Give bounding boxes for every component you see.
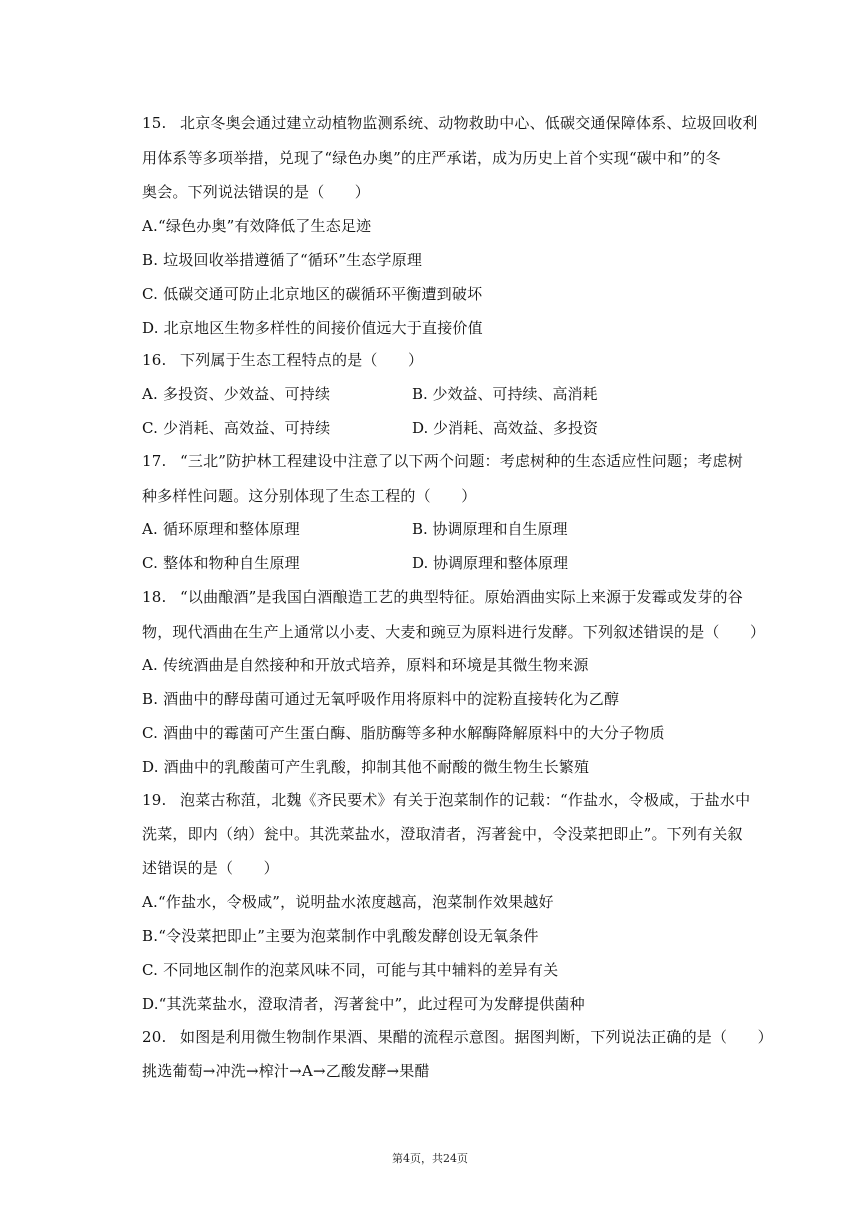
question-15-line-3: 奥会。下列说法错误的是（ ） xyxy=(142,183,371,201)
question-20-flow: 挑选葡萄→冲洗→榨汁→A→乙酸发酵→果醋 xyxy=(142,1062,430,1080)
question-number: 17. xyxy=(142,452,167,470)
question-17-option-a: A. 循环原理和整体原理 xyxy=(142,520,300,538)
question-15-option-b: B. 垃圾回收举措遵循了“循环”生态学原理 xyxy=(142,251,423,269)
question-number: 19. xyxy=(142,791,167,809)
question-19-option-b: B.“令没菜把即止”主要为泡菜制作中乳酸发酵创设无氧条件 xyxy=(142,927,539,945)
question-19-option-c: C. 不同地区制作的泡菜风味不同，可能与其中辅料的差异有关 xyxy=(142,961,559,979)
question-17-option-c: C. 整体和物种自生原理 xyxy=(142,554,300,572)
question-17-line-1: 17. “三北”防护林工程建设中注意了以下两个问题：考虑树种的生态适应性问题；考虑树 xyxy=(142,452,743,470)
question-19-line-2: 洗菜，即内（纳）瓮中。其洗菜盐水，澄取清者，泻著瓮中，令没菜把即止”。下列有关叙 xyxy=(142,825,743,843)
question-17-line-2: 种多样性问题。这分别体现了生态工程的（ ） xyxy=(142,487,477,505)
question-17-option-d: D. 协调原理和整体原理 xyxy=(412,554,569,572)
question-18-option-d: D. 酒曲中的乳酸菌可产生乳酸，抑制其他不耐酸的微生物生长繁殖 xyxy=(142,758,590,776)
question-18-option-a: A. 传统酒曲是自然接种和开放式培养，原料和环境是其微生物来源 xyxy=(142,656,589,674)
question-15-option-d: D. 北京地区生物多样性的间接价值远大于直接价值 xyxy=(142,319,483,337)
question-18-line-2: 物，现代酒曲在生产上通常以小麦、大麦和豌豆为原料进行发酵。下列叙述错误的是（ ） xyxy=(142,623,766,641)
page-footer: 第4页，共24页 xyxy=(392,1152,468,1165)
question-15-line-2: 用体系等多项举措，兑现了“绿色办奥”的庄严承诺，成为历史上首个实现“碳中和”的冬 xyxy=(142,149,721,167)
question-18-option-c: C. 酒曲中的霉菌可产生蛋白酶、脂肪酶等多种水解酶降解原料中的大分子物质 xyxy=(142,724,665,742)
question-19-line-1: 19. 泡菜古称菹，北魏《齐民要术》有关于泡菜制作的记载：“作盐水，令极咸，于盐水中 xyxy=(142,791,751,809)
question-16-option-d: D. 少消耗、高效益、多投资 xyxy=(412,419,599,437)
question-19-line-3: 述错误的是（ ） xyxy=(142,859,279,877)
question-16-option-a: A. 多投资、少效益、可持续 xyxy=(142,385,331,403)
question-16-option-b: B. 少效益、可持续、高消耗 xyxy=(412,385,598,403)
question-number: 18. xyxy=(142,588,167,606)
question-16-line-1: 16. 下列属于生态工程特点的是（ ） xyxy=(142,351,424,369)
question-18-line-1: 18. “以曲酿酒”是我国白酒酿造工艺的典型特征。原始酒曲实际上来源于发霉或发芽的谷 xyxy=(142,588,743,606)
question-18-option-b: B. 酒曲中的酵母菌可通过无氧呼吸作用将原料中的淀粉直接转化为乙醇 xyxy=(142,690,620,708)
question-number: 15. xyxy=(142,114,167,132)
question-number: 16. xyxy=(142,351,167,369)
question-number: 20. xyxy=(142,1028,167,1046)
question-19-option-a: A.“作盐水，令极咸”，说明盐水浓度越高，泡菜制作效果越好 xyxy=(142,893,554,911)
question-15-line-1: 15. 北京冬奥会通过建立动植物监测系统、动物救助中心、低碳交通保障体系、垃圾回收利 xyxy=(142,114,758,132)
question-15-option-a: A.“绿色办奥”有效降低了生态足迹 xyxy=(142,217,372,235)
question-17-option-b: B. 协调原理和自生原理 xyxy=(412,520,568,538)
question-19-option-d: D.“其洗菜盐水，澄取清者，泻著瓮中”，此过程可为发酵提供菌种 xyxy=(142,995,585,1013)
question-16-option-c: C. 少消耗、高效益、可持续 xyxy=(142,419,331,437)
question-15-option-c: C. 低碳交通可防止北京地区的碳循环平衡遭到破坏 xyxy=(142,285,483,303)
question-20-line-1: 20. 如图是利用微生物制作果酒、果醋的流程示意图。据图判断，下列说法正确的是（ ） xyxy=(142,1028,773,1046)
